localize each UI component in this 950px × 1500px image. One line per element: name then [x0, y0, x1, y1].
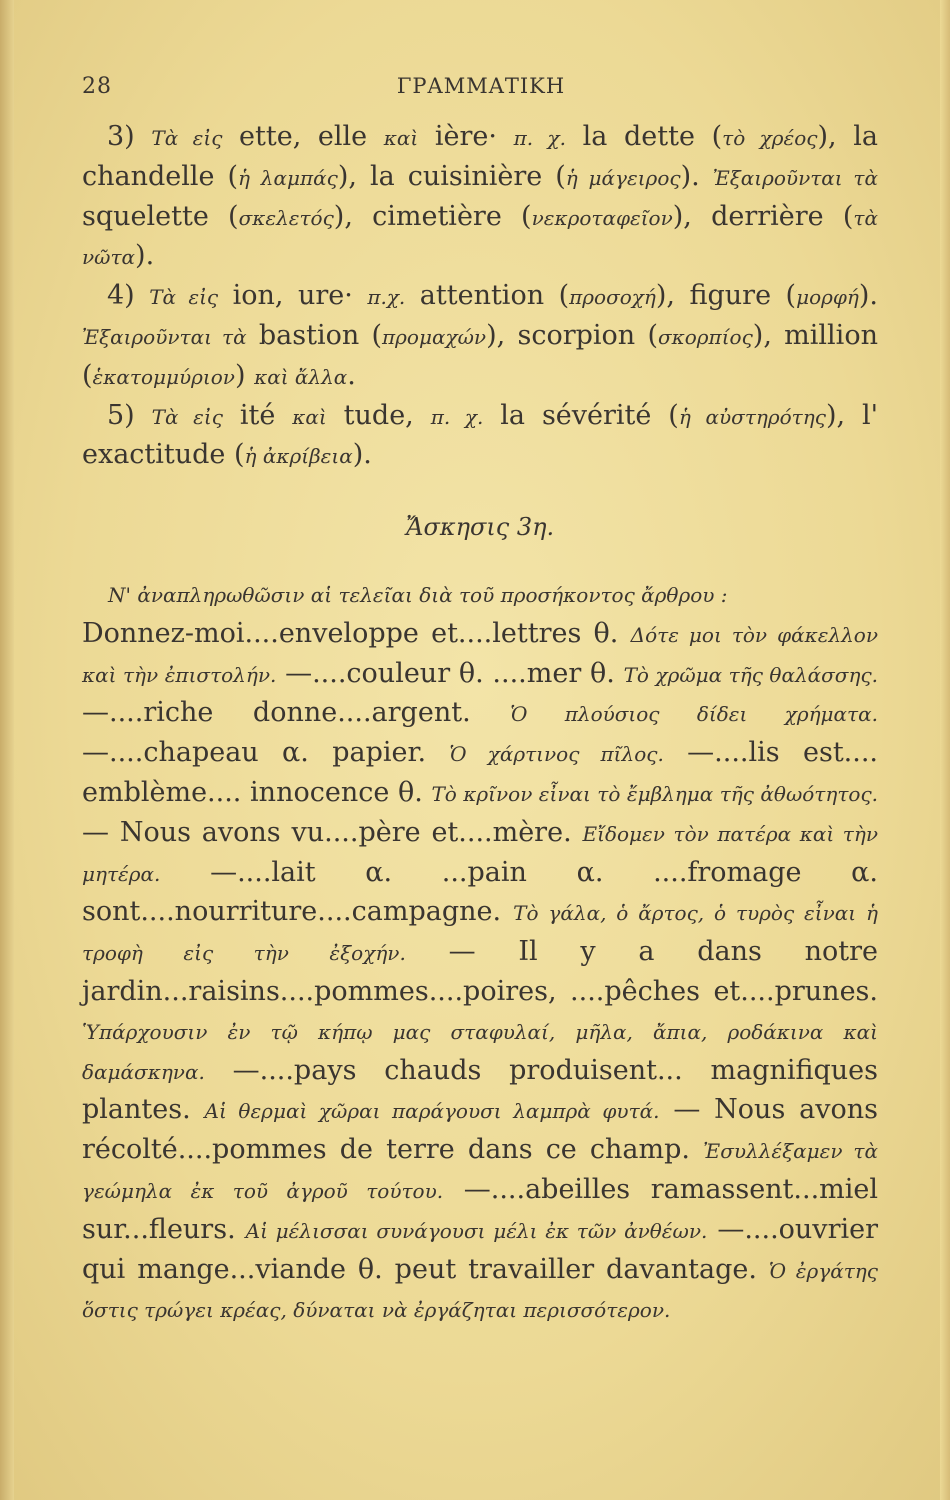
- exercise-greek-segment: Τὸ χρῶμα τῆς θαλάσσης.: [623, 662, 878, 687]
- exercise-french-segment: —....chapeau α. papier.: [82, 737, 450, 769]
- rule-french-segment: tude,: [326, 399, 431, 431]
- rule-greek-segment: προμαχών: [382, 324, 487, 349]
- rule-french-segment: ).: [352, 439, 372, 471]
- rule-greek-segment: τὰ νῶτα: [82, 205, 878, 270]
- rule-french-segment: ): [234, 359, 255, 391]
- rule-greek-segment: καὶ: [383, 126, 419, 150]
- rule-french-segment: ion, ure·: [218, 280, 368, 312]
- rule-french-segment: ), l' exactitude (: [82, 399, 879, 471]
- rule-greek-segment: Ἐξαιροῦνται τὰ: [712, 165, 878, 190]
- rule-greek-segment: ἡ ἀκρίβεια: [244, 444, 353, 469]
- rule-french-segment: ière·: [418, 121, 514, 152]
- exercise-french-segment: — Il y a dans notre jardin...raisins....pommes....poires, ....pêches et....prunes.: [82, 936, 879, 1007]
- exercise-french-segment: —....lait α. ...pain α. ....fromage α. sont....nourriture....campagne.: [82, 856, 878, 928]
- rule-greek-segment: Τὰ εἰς: [149, 285, 219, 310]
- rule-french-segment: ).: [858, 280, 879, 312]
- exercise-french-segment: —....riche donne....argent.: [82, 697, 511, 729]
- exercise-greek-segment: Ἐσυλλέξαμεν τὰ γεώμηλα ἐκ τοῦ ἀγροῦ τούτου.: [82, 1139, 878, 1203]
- rule-greek-segment: ἡ λαμπάς: [238, 165, 338, 190]
- rule-greek-segment: ἡ αὐστηρότης: [678, 404, 826, 429]
- page-number: 28: [82, 74, 112, 99]
- exercise-french-segment: —....couleur θ. ....mer θ.: [276, 657, 624, 689]
- rule-greek-segment: καὶ: [292, 404, 327, 429]
- rule-french-segment: ), cimetière (: [333, 200, 532, 232]
- rule-greek-segment: νεκροταφεῖον: [531, 205, 673, 230]
- rule-french-segment: ).: [135, 240, 155, 272]
- rule-number: 5): [107, 399, 152, 431]
- rule-french-segment: squelette (: [82, 200, 239, 232]
- exercise-french-segment: —....abeilles ramassent...miel sur...fleurs.: [82, 1173, 879, 1245]
- exercise-french-segment: —....ouvrier qui mange...viande θ. peut travailler davantage.: [82, 1213, 878, 1285]
- rule-greek-segment: Ἐξαιροῦνται τὰ: [82, 324, 247, 349]
- rule-greek-segment: π. χ.: [513, 126, 567, 150]
- rule-french-segment: ), derrière (: [672, 200, 854, 232]
- rule-french-segment: la sévérité (: [483, 399, 679, 431]
- exercise-greek-segment: Ὑπάρχουσιν ἐν τῷ κήπῳ μας σταφυλαί, μῆλα, ἄπια, ροδάκινα καὶ δαμάσκηνα.: [82, 1019, 878, 1084]
- rule-greek-segment: π.χ.: [367, 285, 406, 310]
- exercise-greek-segment: Αἱ θερμαὶ χῶραι παράγουσι λαμπρὰ φυτά.: [204, 1099, 660, 1124]
- rule-greek-segment: σκελετός: [238, 205, 334, 230]
- exercise-greek-segment: Τὸ γάλα, ὁ ἄρτος, ὁ τυρὸς εἶναι ἡ τροφὴ εἰς τὴν ἐξοχήν.: [82, 901, 878, 966]
- rule-french-segment: ité: [222, 399, 293, 431]
- rule-french-segment: ).: [680, 160, 713, 192]
- exercise-greek-segment: Δότε μοι τὸν φάκελλον καὶ τὴν ἐπιστολήν.: [82, 622, 879, 687]
- rule-greek-segment: Τὰ εἰς: [151, 404, 223, 429]
- exercise-greek-segment: Τὸ κρῖνον εἶναι τὸ ἔμβλημα τῆς ἀθωότητος.: [431, 781, 879, 806]
- rule-french-segment: ), la cuisinière (: [337, 160, 566, 192]
- page-edge-left: [0, 0, 14, 1500]
- rule-greek-segment: π. χ.: [430, 404, 484, 429]
- rule-greek-segment: καὶ ἄλλα: [254, 364, 348, 389]
- running-title: ΓΡΑΜΜΑΤΙΚΗ: [396, 74, 566, 98]
- exercise-french-segment: —....pays chauds produisent... magnifiques plantes.: [82, 1054, 878, 1126]
- rule-paragraph-5: [82, 397, 878, 477]
- exercise-french-segment: Donnez-moi....enveloppe et....lettres θ.: [82, 617, 631, 649]
- exercise-greek-segment: Ν' ἀναπληρωθῶσιν αἱ τελεῖαι διὰ τοῦ προσήκοντος ἄρθρου :: [108, 582, 728, 607]
- exercise-french-segment: — Nous avons vu....père et....mère.: [82, 816, 583, 848]
- rule-greek-segment: ἡ μάγειρος: [565, 165, 681, 190]
- exercise-text: [82, 575, 878, 1330]
- page-header: [82, 68, 880, 108]
- rule-french-segment: bastion (: [246, 319, 383, 351]
- exercise-french-segment: — Nous avons récolté....pommes de terre dans ce champ.: [82, 1094, 878, 1166]
- page-body: [82, 118, 878, 1330]
- rule-french-segment: attention (: [405, 280, 570, 312]
- rule-greek-segment: σκορπίος: [657, 324, 753, 349]
- rule-french-segment: ), million (: [82, 319, 878, 391]
- rule-greek-segment: Τὰ εἰς: [151, 126, 223, 150]
- rule-greek-segment: προσοχή: [569, 285, 656, 310]
- rule-number: 4): [107, 280, 150, 312]
- rule-paragraph-3: [82, 118, 878, 277]
- exercise-greek-segment: Ὁ πλούσιος δίδει χρήματα.: [510, 702, 878, 727]
- rule-paragraph-4: [82, 277, 878, 396]
- exercise-french-segment: —....lis est.... emblème.... innocence θ.: [82, 737, 879, 808]
- page-edge-right: [940, 0, 950, 1500]
- rule-french-segment: la dette (: [566, 121, 723, 152]
- rule-number: 3): [107, 121, 152, 152]
- exercise-greek-segment: Ὁ ἐργάτης ὅστις τρώγει κρέας, δύναται νὰ ἐργάζηται περισσότερον.: [82, 1258, 878, 1323]
- rule-french-segment: .: [347, 359, 356, 391]
- exercise-greek-segment: Ὁ χάρτινος πῖλος.: [449, 742, 664, 767]
- rule-french-segment: ), figure (: [655, 280, 797, 312]
- rule-french-segment: ), la chandelle (: [82, 121, 879, 192]
- rule-greek-segment: μορφή: [796, 285, 859, 310]
- rule-french-segment: ), scorpion (: [486, 319, 658, 351]
- exercise-title: Ἄσκησις 3η.: [405, 513, 555, 542]
- exercise-greek-segment: Εἴδομεν τὸν πατέρα καὶ τὴν μητέρα.: [82, 821, 879, 886]
- rule-greek-segment: τὸ χρέος: [722, 126, 818, 150]
- rule-greek-segment: ἑκατομμύριον: [92, 364, 235, 389]
- rule-french-segment: ette, elle: [222, 121, 384, 152]
- exercise-greek-segment: Αἱ μέλισσαι συνάγουσι μέλι ἐκ τῶν ἀνθέων.: [245, 1218, 708, 1243]
